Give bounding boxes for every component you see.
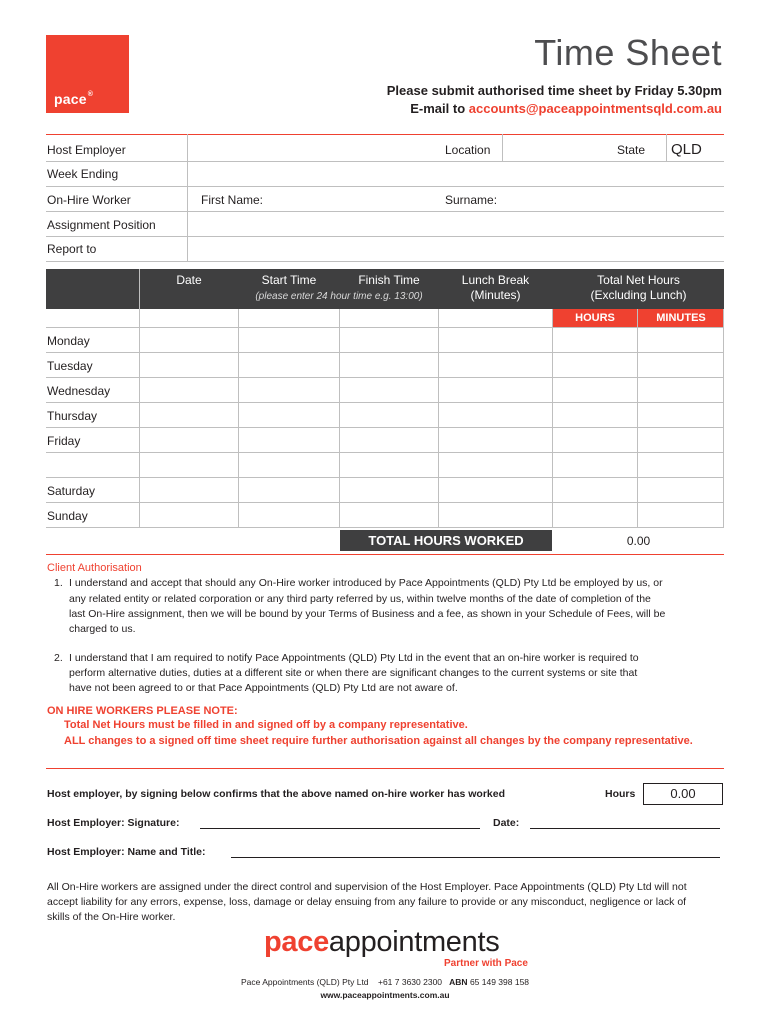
footer-phone: +61 7 3630 2300 — [377, 977, 443, 987]
time-hint: (please enter 24 hour time e.g. 13:00) — [255, 291, 423, 302]
location-label: Location — [445, 143, 491, 157]
col-finish-time: Finish Time — [358, 273, 420, 287]
assignment-position-field[interactable] — [190, 213, 722, 235]
signature-label: Host Employer: Signature: — [47, 817, 180, 829]
state-label: State — [617, 143, 646, 157]
brand-part-2: appointments — [328, 926, 500, 958]
item1-line: I understand and accept that should any On-Hire worker introduced by Pace Appointments (QLD) Pty Ltd be employed by us, or — [69, 577, 663, 589]
brand-tagline: Partner with Pace — [444, 958, 528, 969]
submit-note: Please submit authorised time sheet by Friday 5.30pm — [386, 83, 722, 98]
item2-line: I understand that I am required to notify Pace Appointments (QLD) Pty Ltd in the event that an on-hire worker is required to — [69, 652, 639, 664]
col-date: Date — [176, 273, 202, 287]
surname-field[interactable] — [505, 188, 723, 210]
col-hours: HOURS — [553, 309, 637, 327]
date-label: Date: — [493, 817, 520, 829]
brand-logo — [264, 926, 499, 959]
footer-abn: 65 149 398 158 — [469, 977, 530, 987]
confirm-statement: Host employer, by signing below confirms that the above named on-hire worker has worked — [47, 788, 506, 800]
row-day: Monday — [47, 334, 90, 348]
row-day: Friday — [47, 434, 81, 448]
host-employer-label: Host Employer — [47, 143, 126, 157]
authorisation-heading: Client Authorisation — [47, 562, 142, 574]
email-line — [410, 101, 722, 116]
name-title-label: Host Employer: Name and Title: — [47, 846, 206, 858]
total-hours-value: 0.00 — [626, 534, 651, 548]
footer-company: Pace Appointments (QLD) Pty Ltd — [240, 977, 369, 987]
col-start-time: Start Time — [261, 273, 317, 287]
logo-text: pace — [54, 91, 87, 107]
name-title-field[interactable] — [231, 857, 720, 858]
footer-contact — [0, 977, 770, 987]
first-name-field[interactable] — [270, 188, 440, 210]
col-lunch-break: Lunch Break — [461, 273, 530, 287]
row-day: Saturday — [47, 484, 96, 498]
disclaimer-line: All On-Hire workers are assigned under the direct control and supervision of the Host Employer. Pace Appointments (QLD) Pty Ltd will not — [47, 881, 687, 893]
col-excluding-lunch: (Excluding Lunch) — [590, 288, 687, 302]
location-field[interactable] — [505, 136, 600, 159]
col-lunch-unit: (Minutes) — [470, 288, 521, 302]
row-day: Tuesday — [47, 359, 93, 373]
registered-icon: ® — [87, 91, 94, 98]
email-prefix: E-mail to — [410, 101, 469, 116]
date-field[interactable] — [530, 828, 720, 829]
email-link[interactable]: accounts@paceappointmentsqld.com.au — [468, 101, 722, 116]
hours-label: Hours — [605, 788, 636, 800]
surname-label: Surname: — [445, 193, 498, 207]
disclaimer-line: accept liability for any errors, expense, loss, damage or delay ensuing from any failure to provide or any misconduct, negligence or lack of — [47, 896, 687, 908]
col-total-net-hours: Total Net Hours — [597, 273, 680, 287]
first-name-label: First Name: — [201, 193, 264, 207]
footer-website[interactable]: www.paceappointments.com.au — [320, 990, 450, 1000]
report-to-label: Report to — [47, 242, 97, 256]
footer-abn-label: ABN — [449, 977, 468, 987]
report-to-field[interactable] — [190, 238, 722, 260]
item1-line: charged to us. — [69, 623, 136, 635]
row-day: Wednesday — [47, 384, 111, 398]
item1-line: any related entity or related corporation or any third party referred by us, within twelve months of the date of completion of the — [69, 593, 651, 605]
hours-value[interactable]: 0.00 — [643, 783, 723, 805]
page-title: Time Sheet — [534, 32, 722, 73]
brand-part-1: pace — [264, 926, 329, 958]
notice-line-1: Total Net Hours must be filled in and signed off by a company representative. — [64, 719, 468, 731]
on-hire-worker-label: On-Hire Worker — [47, 193, 131, 207]
item1-line: last On-Hire assignment, then we will be bound by your Terms of Business and a fee, as shown in your Schedule of Fees, will be — [69, 608, 666, 620]
item2-number: 2. — [54, 652, 63, 664]
pace-logo — [46, 35, 129, 113]
disclaimer-line: skills of the On-Hire worker. — [47, 911, 176, 923]
week-ending-field[interactable] — [190, 163, 722, 185]
week-ending-label: Week Ending — [47, 167, 119, 181]
item1-number: 1. — [54, 577, 63, 589]
row-day: Sunday — [47, 509, 88, 523]
total-hours-label: TOTAL HOURS WORKED — [340, 530, 552, 551]
signature-field[interactable] — [200, 828, 480, 829]
item2-line: perform alternative duties, duties at a different site or when there are significant changes to the current systems or site that — [69, 667, 638, 679]
state-field[interactable]: QLD — [671, 141, 702, 158]
notice-line-2: ALL changes to a signed off time sheet require further authorisation against all changes by the company representative. — [64, 735, 693, 747]
assignment-position-label: Assignment Position — [47, 218, 156, 232]
notice-heading: ON HIRE WORKERS PLEASE NOTE: — [47, 705, 238, 717]
col-minutes: MINUTES — [638, 309, 724, 327]
row-day: Thursday — [47, 409, 98, 423]
item2-line: have not been agreed to or that Pace Appointments (QLD) Pty Ltd are not aware of. — [69, 682, 458, 694]
